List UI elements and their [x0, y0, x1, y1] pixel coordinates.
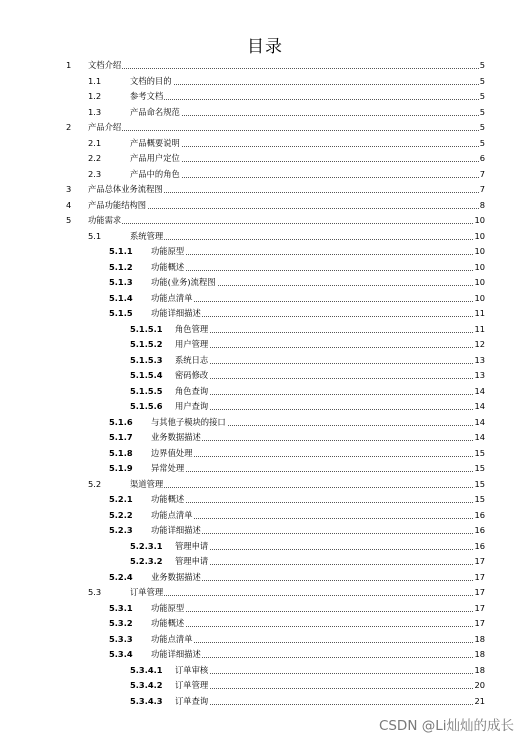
dot-leader: [130, 146, 483, 147]
toc-entry-page: 10: [473, 260, 485, 276]
toc-entry[interactable]: [0, 337, 530, 353]
toc-entry-number: 5.1.5.2: [130, 339, 163, 349]
toc-entry-number: 5.1.5.4: [130, 370, 163, 380]
toc-entry[interactable]: [0, 632, 530, 648]
toc-entry-page: 5: [479, 89, 485, 105]
dot-leader: [175, 688, 483, 689]
toc-entry-page: 10: [473, 213, 485, 229]
toc-entry[interactable]: [0, 508, 530, 524]
toc-entry-number: 5.2: [88, 478, 102, 489]
toc-entry-label: 功能(业务)流程图: [151, 275, 217, 291]
toc-entry-number: 1.3: [88, 106, 102, 117]
toc-entry-page: 18: [473, 663, 485, 679]
toc-entry[interactable]: [0, 430, 530, 446]
toc-entry-number: 5.1.8: [109, 447, 133, 458]
toc-entry-label: 订单查询: [175, 694, 209, 710]
toc-entry-label: 系统管理: [130, 229, 164, 245]
toc-entry-number: 5.3.1: [109, 602, 133, 613]
toc-entry-page: 5: [479, 58, 485, 74]
toc-entry-number: 5.3: [88, 587, 102, 597]
toc-entry-page: 10: [473, 275, 485, 291]
toc-entry-label: 功能概述: [151, 616, 185, 632]
dot-leader: [175, 673, 483, 674]
dot-leader: [130, 161, 483, 162]
toc-entry-page: 10: [473, 244, 485, 260]
toc-entry[interactable]: [0, 523, 530, 539]
toc-entry-page: 8: [479, 198, 485, 214]
toc-entry[interactable]: [0, 213, 530, 229]
toc-entry-label: 功能详细描述: [151, 306, 202, 322]
toc-entry-label: 边界值处理: [151, 446, 194, 462]
toc-entry-label: 管理申请: [175, 539, 209, 555]
toc-entry[interactable]: [0, 415, 530, 431]
toc-entry-page: 14: [473, 384, 485, 400]
toc-entry-page: 13: [473, 353, 485, 369]
toc-entry[interactable]: [0, 585, 530, 601]
toc-entry-label: 产品功能结构图: [88, 198, 147, 214]
dot-leader: [151, 254, 483, 255]
toc-entry-label: 与其他子模块的接口: [151, 415, 227, 431]
toc-entry-number: 5.3.4.2: [130, 680, 163, 690]
toc-entry[interactable]: [0, 58, 530, 74]
toc-entry-number: 5.2.3: [109, 525, 133, 535]
toc-entry[interactable]: [0, 477, 530, 493]
toc-entry-page: 14: [473, 415, 485, 431]
toc-entry-page: 15: [473, 492, 485, 508]
toc-entry-label: 功能详细描述: [151, 647, 202, 663]
toc-entry-label: 系统日志: [175, 353, 209, 369]
toc-entry-label: 产品总体业务流程图: [88, 182, 164, 198]
dot-leader: [88, 130, 483, 131]
toc-entry-label: 产品概要说明: [130, 136, 181, 152]
toc-entry[interactable]: [0, 616, 530, 632]
toc-entry[interactable]: [0, 647, 530, 663]
toc-entry-page: 15: [473, 477, 485, 493]
toc-entry-number: 5.2.3.1: [130, 540, 163, 551]
toc-entry-page: 5: [479, 74, 485, 90]
toc-entry[interactable]: [0, 461, 530, 477]
dot-leader: [175, 564, 483, 565]
toc-entry-page: 16: [473, 508, 485, 524]
dot-leader: [88, 68, 483, 69]
toc-entry[interactable]: [0, 368, 530, 384]
toc-entry-label: 订单管理: [175, 678, 209, 694]
toc-entry-page: 5: [479, 105, 485, 121]
toc-entry[interactable]: [0, 539, 530, 555]
dot-leader: [175, 549, 483, 550]
toc-entry-label: 产品命名规范: [130, 105, 181, 121]
toc-entry-page: 17: [473, 570, 485, 586]
dot-leader: [175, 378, 483, 379]
dot-leader: [130, 99, 483, 100]
toc-entry-number: 5.3.3: [109, 633, 133, 644]
toc-entry-number: 1.1: [88, 75, 102, 86]
toc-entry[interactable]: [0, 198, 530, 214]
toc-entry-page: 15: [473, 446, 485, 462]
toc-entry-label: 角色管理: [175, 322, 209, 338]
toc-entry-number: 1.2: [88, 91, 102, 101]
toc-entry[interactable]: [0, 694, 530, 710]
toc-entry-number: 5.1.3: [109, 277, 133, 287]
toc-entry-number: 5.1.4: [109, 292, 133, 303]
toc-entry-page: 11: [473, 306, 485, 322]
dot-leader: [130, 177, 483, 178]
toc-entry-label: 文档介绍: [88, 58, 122, 74]
toc-entry-page: 16: [473, 539, 485, 555]
toc-entry-number: 5.1: [88, 230, 102, 241]
toc-entry-number: 5.2.1: [109, 494, 133, 504]
toc-entry[interactable]: [0, 554, 530, 570]
dot-leader: [130, 487, 483, 488]
toc-entry[interactable]: [0, 492, 530, 508]
toc-entry-number: 2.1: [88, 137, 102, 148]
toc-entry[interactable]: [0, 167, 530, 183]
toc-entry[interactable]: [0, 601, 530, 617]
toc-entry[interactable]: [0, 260, 530, 276]
csdn-watermark: CSDN @Li灿灿的成长: [378, 718, 514, 734]
dot-leader: [151, 502, 483, 503]
toc-entry-number: 5.1.1: [109, 246, 133, 256]
toc-entry-number: 3: [66, 184, 72, 194]
toc-entry[interactable]: [0, 275, 530, 291]
toc-entry-label: 产品介绍: [88, 120, 122, 136]
toc-entry[interactable]: [0, 399, 530, 415]
toc-entry-page: 21: [473, 694, 485, 710]
toc-entry[interactable]: [0, 446, 530, 462]
toc-entry-number: 5.1.5: [109, 308, 133, 318]
toc-entry-label: 功能点清单: [151, 508, 194, 524]
toc-entry-label: 产品用户定位: [130, 151, 181, 167]
dot-leader: [151, 611, 483, 612]
toc-entry-label: 功能概述: [151, 260, 185, 276]
toc-entry[interactable]: [0, 384, 530, 400]
toc-entry-label: 用户查询: [175, 399, 209, 415]
dot-leader: [151, 626, 483, 627]
toc-title: 目录: [247, 37, 283, 57]
toc-entry-page: 14: [473, 430, 485, 446]
dot-leader: [151, 518, 483, 519]
toc-entry-number: 2.2: [88, 153, 102, 163]
toc-entry-page: 18: [473, 632, 485, 648]
toc-entry-label: 异常处理: [151, 461, 185, 477]
toc-entry-number: 5.1.9: [109, 463, 133, 473]
toc-entry-number: 5.1.5.3: [130, 354, 163, 365]
toc-entry[interactable]: [0, 306, 530, 322]
toc-entry-label: 业务数据描述: [151, 570, 202, 586]
dot-leader: [175, 409, 483, 410]
toc-entry[interactable]: [0, 151, 530, 167]
toc-entry-label: 文档的目的: [130, 74, 173, 90]
dot-leader: [175, 704, 483, 705]
toc-entry-number: 5.1.5.1: [130, 323, 163, 334]
dot-leader: [130, 239, 483, 240]
toc-entry-label: 功能点清单: [151, 291, 194, 307]
toc-entry-number: 5.3.2: [109, 618, 133, 628]
toc-entry-page: 14: [473, 399, 485, 415]
toc-entry-label: 渠道管理: [130, 477, 164, 493]
toc-entry[interactable]: [0, 291, 530, 307]
toc-entry-page: 18: [473, 647, 485, 663]
toc-entry-page: 6: [479, 151, 485, 167]
toc-entry-label: 功能概述: [151, 492, 185, 508]
toc-entry[interactable]: [0, 244, 530, 260]
toc-entry-page: 11: [473, 322, 485, 338]
dot-leader: [175, 332, 483, 333]
dot-leader: [151, 471, 483, 472]
toc-entry[interactable]: [0, 663, 530, 679]
toc-entry-number: 2.3: [88, 168, 102, 179]
toc-entry-number: 5.1.2: [109, 261, 133, 272]
dot-leader: [175, 363, 483, 364]
toc-entry-label: 功能原型: [151, 601, 185, 617]
toc-entry[interactable]: [0, 136, 530, 152]
toc-entry-page: 12: [473, 337, 485, 353]
toc-entry-page: 17: [473, 601, 485, 617]
toc-entry[interactable]: [0, 120, 530, 136]
toc-entry-label: 参考文档: [130, 89, 164, 105]
toc-entry-number: 1: [66, 60, 72, 70]
dot-leader: [175, 347, 483, 348]
toc-entry-number: 5.3.4.3: [130, 695, 163, 706]
dot-leader: [151, 270, 483, 271]
toc-entry[interactable]: [0, 570, 530, 586]
toc-entry[interactable]: [0, 322, 530, 338]
toc-entry-number: 2: [66, 122, 72, 132]
dot-leader: [130, 595, 483, 596]
dot-leader: [151, 642, 483, 643]
toc-entry-page: 10: [473, 229, 485, 245]
toc-entry-label: 功能需求: [88, 213, 122, 229]
dot-leader: [175, 394, 483, 395]
toc-entry-label: 角色查询: [175, 384, 209, 400]
toc-entry-number: 5.1.7: [109, 432, 133, 442]
toc-entry-label: 功能原型: [151, 244, 185, 260]
toc-entry-number: 4: [66, 199, 72, 210]
toc-entry[interactable]: [0, 89, 530, 105]
dot-leader: [130, 115, 483, 116]
toc-entry-page: 16: [473, 523, 485, 539]
toc-entry-page: 17: [473, 585, 485, 601]
dot-leader: [151, 301, 483, 302]
toc-entry[interactable]: [0, 105, 530, 121]
toc-entry-number: 5.2.3.2: [130, 556, 163, 566]
dot-leader: [88, 223, 483, 224]
toc-entry-number: 5.1.5.5: [130, 385, 163, 396]
toc-entry-number: 5.1.5.6: [130, 401, 163, 411]
toc-entry-page: 17: [473, 554, 485, 570]
toc-entry[interactable]: [0, 678, 530, 694]
toc-entry-page: 15: [473, 461, 485, 477]
toc-entry-label: 密码修改: [175, 368, 209, 384]
toc-entry-label: 功能点清单: [151, 632, 194, 648]
toc-entry[interactable]: [0, 353, 530, 369]
toc-entry-page: 10: [473, 291, 485, 307]
toc-entry-page: 7: [479, 182, 485, 198]
toc-entry-page: 5: [479, 136, 485, 152]
toc-entry-page: 7: [479, 167, 485, 183]
toc-entry-number: 5.1.6: [109, 416, 133, 427]
dot-leader: [151, 456, 483, 457]
toc-entry[interactable]: [0, 229, 530, 245]
toc-entry-label: 功能详细描述: [151, 523, 202, 539]
toc-entry-number: 5.3.4.1: [130, 664, 163, 675]
toc-entry-number: 5: [66, 215, 72, 225]
toc-entry-number: 5.2.4: [109, 571, 133, 582]
toc-entry-page: 20: [473, 678, 485, 694]
toc-entry-label: 订单管理: [130, 585, 164, 601]
toc-entry-label: 管理申请: [175, 554, 209, 570]
dot-leader: [130, 84, 483, 85]
toc-entry-label: 用户管理: [175, 337, 209, 353]
toc-entry[interactable]: [0, 182, 530, 198]
toc-entry-page: 5: [479, 120, 485, 136]
toc-entry-label: 订单审核: [175, 663, 209, 679]
toc-entry[interactable]: [0, 74, 530, 90]
toc-entry-number: 5.2.2: [109, 509, 133, 520]
dot-leader: [88, 208, 483, 209]
toc-entry-number: 5.3.4: [109, 649, 133, 659]
toc-entry-page: 13: [473, 368, 485, 384]
toc-entry-label: 业务数据描述: [151, 430, 202, 446]
toc-entry-page: 17: [473, 616, 485, 632]
toc-entry-label: 产品中的角色: [130, 167, 181, 183]
